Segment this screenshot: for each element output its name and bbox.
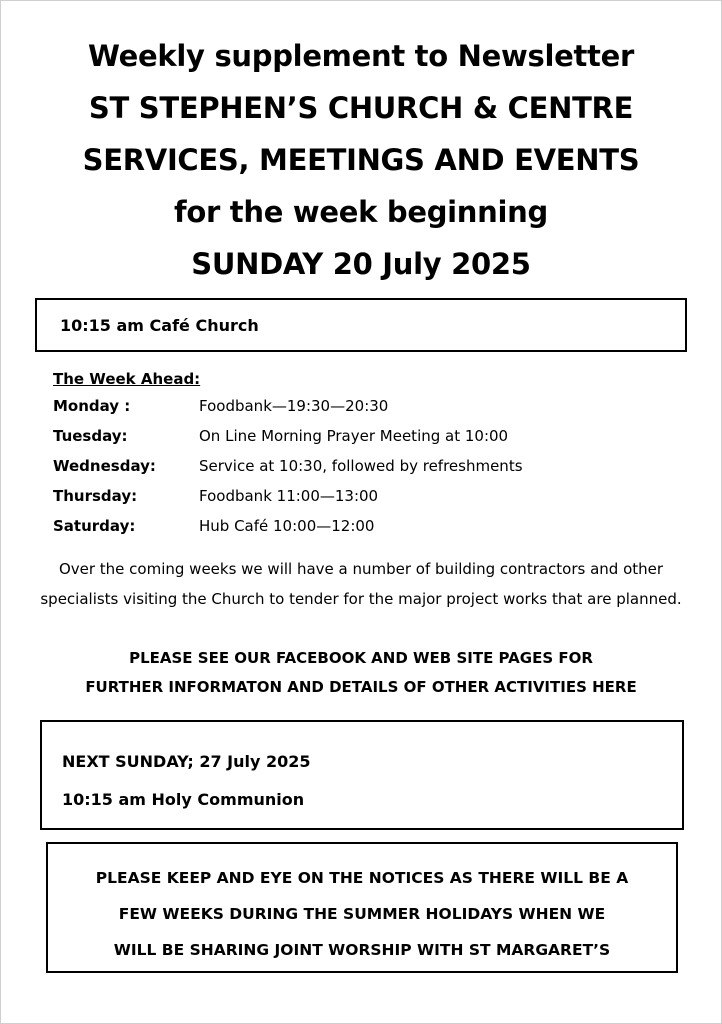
joint-worship-line-1: PLEASE KEEP AND EYE ON THE NOTICES AS THERE WILL BE A xyxy=(95,869,629,887)
schedule-day: Tuesday: xyxy=(53,427,128,445)
facebook-notice xyxy=(40,644,682,702)
joint-worship-line-3: WILL BE SHARING JOINT WORSHIP WITH ST MARGARET’S xyxy=(113,941,611,959)
schedule-day: Thursday: xyxy=(53,487,138,505)
facebook-notice-line-2: FURTHER INFORMATON AND DETAILS OF OTHER ACTIVITIES HERE xyxy=(85,678,637,696)
facebook-notice-line-1: PLEASE SEE OUR FACEBOOK AND WEB SITE PAGES FOR xyxy=(129,649,593,667)
title-line-1: Weekly supplement to Newsletter xyxy=(88,39,634,73)
joint-worship-box xyxy=(46,842,678,973)
sunday-service-text: 10:15 am Café Church xyxy=(60,316,259,335)
week-ahead-heading: The Week Ahead: xyxy=(53,370,201,388)
contractors-note: Over the coming weeks we will have a number of building contractors and other specialists visiting the Church to tender for the major project works that are planned. xyxy=(40,560,682,608)
schedule-day: Wednesday: xyxy=(53,457,156,475)
schedule-event: Foodbank—19:30—20:30 xyxy=(199,397,389,415)
title-line-2: ST STEPHEN’S CHURCH & CENTRE xyxy=(88,91,634,125)
next-sunday-date: NEXT SUNDAY; 27 July 2025 xyxy=(62,752,311,771)
title-line-3: SERVICES, MEETINGS AND EVENTS xyxy=(82,143,640,177)
schedule-day: Saturday: xyxy=(53,517,136,535)
title-line-4: for the week beginning xyxy=(174,195,548,229)
page-title xyxy=(0,30,722,290)
next-sunday-box xyxy=(40,720,684,830)
joint-worship-line-2: FEW WEEKS DURING THE SUMMER HOLIDAYS WHEN WE xyxy=(118,905,606,923)
schedule-day: Monday : xyxy=(53,397,131,415)
schedule-event: Service at 10:30, followed by refreshments xyxy=(199,457,523,475)
schedule-event: On Line Morning Prayer Meeting at 10:00 xyxy=(199,427,509,445)
schedule-event: Hub Café 10:00—12:00 xyxy=(199,517,375,535)
sunday-service-box xyxy=(35,298,687,352)
title-line-5: SUNDAY 20 July 2025 xyxy=(191,247,531,281)
next-sunday-service: 10:15 am Holy Communion xyxy=(62,790,305,809)
joint-worship-notice xyxy=(48,860,676,968)
schedule-event: Foodbank 11:00—13:00 xyxy=(199,487,379,505)
